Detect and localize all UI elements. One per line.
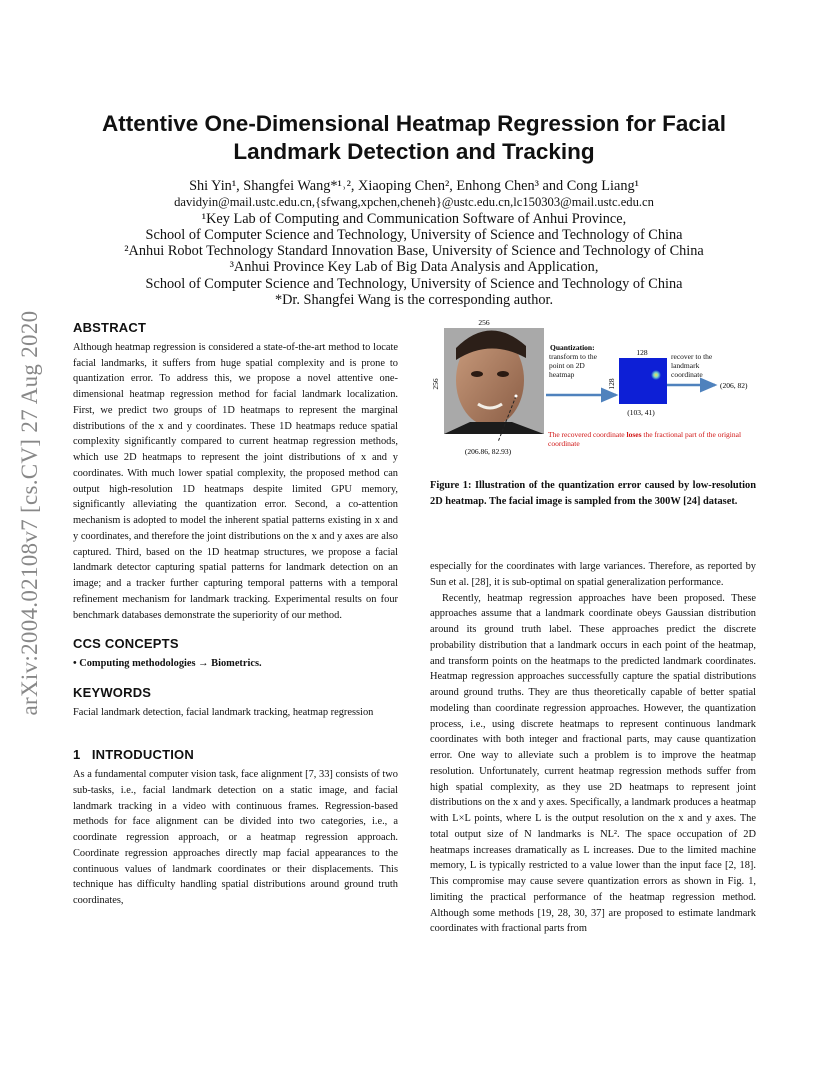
left-column: [73, 320, 398, 909]
affiliation-line: ¹Key Lab of Computing and Communication Software of Anhui Province,: [201, 210, 627, 227]
label-128-side: 128: [607, 378, 616, 390]
quantization-loss-note: The recovered coordinate loses the fractional part of the original coordinate: [548, 430, 742, 448]
heatmap-peak: [651, 370, 661, 380]
paper-title: Attentive One-Dimensional Heatmap Regression for Facial Landmark Detection and Tracking: [102, 111, 726, 164]
affiliation-line: School of Computer Science and Technology, University of Science and Technology of China: [145, 275, 683, 292]
abstract-text: Although heatmap regression is considered a state-of-the-art method to locate facial landmarks, it suffers from huge spatial complexity and is prone to quantization error. To address this, we propose a novel attentive one-dimensional heatmap regression method for facial landmark localization. First, we predict two groups of 1D heatmaps to represent the marginal distributions of the x and y coordinates. These 1D heatmaps reduce spatial complexity significantly compared to current heatmap regression methods, which use 2D heatmaps to represent the joint distributions of x and y coordinates. With much lower spatial complexity, the proposed method can output high-resolution 1D heatmaps despite limited GPU memory, significantly alleviating the quantization error. Second, a co-attention mechanism is adopted to model the inherent spatial patterns existing in x and y coordinates, and therefore the joint distributions on the x and y axes are also captured. Third, based on the 1D heatmap structures, we propose a facial landmark detector capturing spatial patterns for landmark detection on an image; and a tracker further capturing temporal patterns with a temporal refinement mechanism for landmark tracking. Experimental results on four benchmark databases demonstrate the superiority of our method.: [73, 341, 398, 621]
author-emails: davidyin@mail.ustc.edu.cn,{sfwang,xpchen,cheneh}@ustc.edu.cn,lc150303@mail.ustc.edu.cn: [174, 195, 654, 210]
introduction-paragraph-continued: especially for the coordinates with large variances. Therefore, as reported by Sun et al. [28], it is sub-optimal on spatial generalization performance.: [430, 561, 756, 588]
ccs-heading: CCS CONCEPTS: [73, 636, 179, 652]
right-column: [430, 559, 756, 937]
quantization-title: Quantization:: [550, 343, 595, 352]
face-photo: [444, 328, 544, 434]
affiliation-line: School of Computer Science and Technology, University of Science and Technology of China: [145, 226, 683, 243]
arxiv-identifier: arXiv:2004.02108v7 [cs.CV] 27 Aug 2020: [17, 310, 42, 716]
author-list: Shi Yin¹, Shangfei Wang*¹˒², Xiaoping Chen², Enhong Chen³ and Cong Liang¹: [189, 178, 639, 194]
ccs-text: • Computing methodologies → Biometrics.: [73, 658, 262, 669]
true-coordinate-label: (206.86, 82.93): [464, 447, 512, 456]
abstract-heading: ABSTRACT: [73, 320, 147, 335]
affiliation-line: ²Anhui Robot Technology Standard Innovation Base, University of Science and Technology of China: [124, 243, 704, 260]
landmark-dot: [515, 395, 518, 398]
figure-1-diagram: [430, 318, 760, 458]
heatmap-2d: [619, 358, 667, 404]
author-block: [80, 178, 748, 308]
heatmap-coordinate: (103, 41): [627, 408, 655, 417]
corresponding-author-note: *Dr. Shangfei Wang is the corresponding author.: [274, 292, 554, 309]
affiliation-line: ³Anhui Province Key Lab of Big Data Analysis and Application,: [229, 259, 599, 276]
introduction-paragraph: As a fundamental computer vision task, face alignment [7, 33] consists of two sub-tasks, i.e., facial landmark detection on a static image, and facial landmark tracking in a video with continuous frames. Regression-based methods for face alignment can be divided into two categories, i.e., a coordinate regression approach, or a heatmap regression approach. Coordinate regression approaches directly map facial appearances to the continuous values of landmark coordinates or their displacements. This technique has difficulty handling spatial distributions around ground truth coordinates,: [73, 769, 398, 906]
figure-1-caption: Figure 1: Illustration of the quantization error caused by low-resolution 2D heatmap. The facial image is sampled from the 300W [24] dataset.: [430, 480, 756, 507]
introduction-paragraph: Recently, heatmap regression approaches have been proposed. These approaches assume that a landmark coordinate obeys Gaussian distribution around its ground truth label. These approaches predict the discrete probability distribution that a landmark occurs in each point of the heatmap, and transform points on the heatmaps to the predicted landmark coordinates. Heatmap regression approaches successfully capture the spatial distributions around ground truths. They are thus theoretically capable of better spatial modeling than coordinate regression approaches. However, the quantization process, i.e., using discrete heatmaps to represent continuous landmark coordinates with both integer and fractional parts, may cause quantization error. One way to alleviate such a problem is to improve the heatmap resolution. Unfortunately, current heatmap regression methods suffer from high spatial complexity, as they use 2D heatmaps to represent joint distributions on the x and y axes. Specifically, a landmark produces a heatmap with L×L points, where L is the output resolution on the x and y axes. The total output size of N landmarks is NL². The space occupation of 2D heatmaps increases dramatically as L increases. Due to the limited machine memory, L is typically restricted to a value lower than the input face [2, 18]. This compromise may cause severe quantization errors as shown in Fig. 1, limiting the practical performance of the heatmap regression method. Although some methods [19, 28, 30, 37] are proposed to estimate landmark coordinates with fractional parts from: [430, 592, 756, 935]
keywords-heading: KEYWORDS: [73, 684, 152, 700]
label-128-top: 128: [636, 348, 648, 357]
quantization-description: transform to the point on 2D heatmap: [549, 352, 597, 379]
recovered-coordinate: (206, 82): [720, 381, 748, 390]
figure-1: [430, 318, 760, 458]
keywords-text: Facial landmark detection, facial landmark tracking, heatmap regression: [73, 706, 374, 718]
recover-description: recover to the landmark coordinate: [671, 352, 713, 379]
label-256-top: 256: [478, 318, 490, 327]
introduction-heading: 1 INTRODUCTION: [73, 747, 194, 763]
label-256-side: 256: [431, 378, 440, 390]
